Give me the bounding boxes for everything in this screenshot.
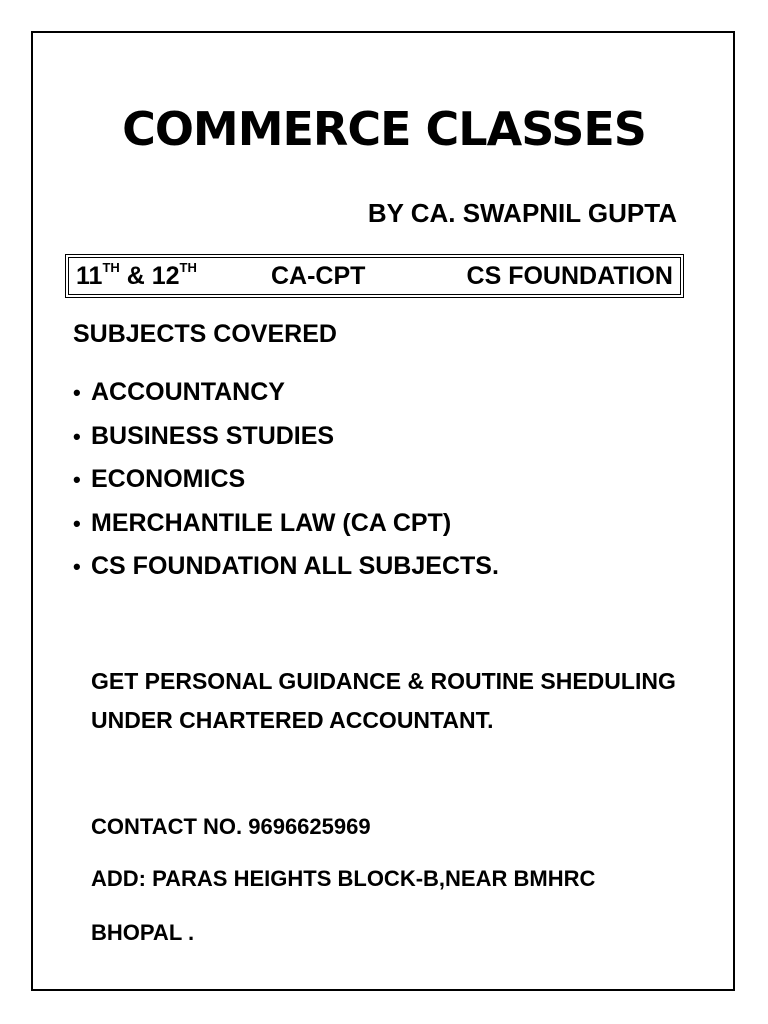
course-box <box>65 254 684 298</box>
course-11-number: 11 <box>76 262 103 290</box>
list-item <box>73 463 499 507</box>
contact-number: CONTACT NO. 9696625969 <box>91 814 371 839</box>
bullet-icon: • <box>73 554 81 579</box>
subject-label: CS FOUNDATION ALL SUBJECTS. <box>91 552 499 580</box>
page-title: COMMERCE CLASSES <box>122 102 646 156</box>
subject-label: BUSINESS STUDIES <box>91 421 335 450</box>
list-item <box>73 550 499 594</box>
guidance-line-2: UNDER CHARTERED ACCOUNTANT. <box>91 707 494 733</box>
subject-list <box>73 376 499 594</box>
bullet-icon: • <box>73 380 81 405</box>
subject-label: ACCOUNTANCY <box>91 378 285 406</box>
address-city: BHOPAL . <box>91 920 195 945</box>
guidance-text <box>91 662 711 740</box>
list-item <box>73 376 499 420</box>
course-12-suffix: TH <box>179 260 197 275</box>
course-ca-cpt: CA-CPT <box>271 262 366 290</box>
bullet-icon: • <box>73 423 81 449</box>
course-box-inner <box>68 257 681 295</box>
bullet-icon: • <box>73 510 81 536</box>
byline: BY CA. SWAPNIL GUPTA <box>367 198 677 228</box>
guidance-line-1: GET PERSONAL GUIDANCE & ROUTINE SHEDULING <box>91 668 676 694</box>
list-item <box>73 507 499 551</box>
address-line: ADD: PARAS HEIGHTS BLOCK-B,NEAR BMHRC <box>91 866 596 891</box>
course-12-number: & 12 <box>119 262 180 290</box>
subject-label: ECONOMICS <box>91 465 246 493</box>
subject-label: MERCHANTILE LAW (CA CPT) <box>91 508 452 537</box>
list-item <box>73 420 499 464</box>
course-cs-foundation: CS FOUNDATION <box>466 262 673 290</box>
course-11-suffix: TH <box>102 260 120 275</box>
course-11-12 <box>76 262 197 291</box>
bullet-icon: • <box>73 467 81 492</box>
subjects-heading: SUBJECTS COVERED <box>73 320 337 348</box>
